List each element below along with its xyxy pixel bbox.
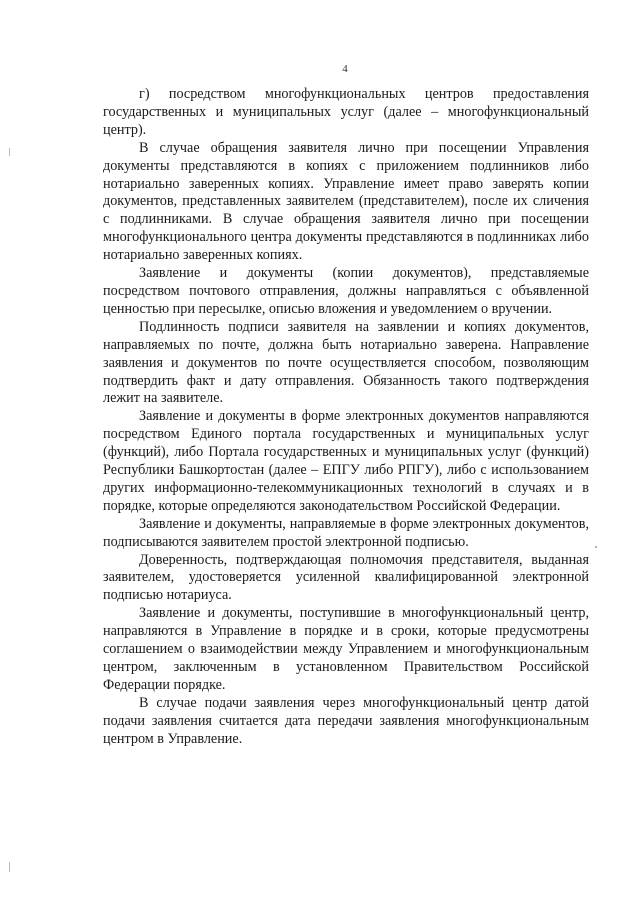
paragraph-item-g: г) посредством многофункциональных центров предоставления государственных и муниципальных услуг (далее – многофункциональный центр). [103, 86, 589, 138]
scan-artifact-mark [9, 148, 10, 156]
paragraph-power-of-attorney: Доверенность, подтверждающая полномочия представителя, выданная заявителем, удостоверяется усиленной квалифицированной электронной подписью нотариуса. [103, 551, 589, 604]
paragraph-submission-date: В случае подачи заявления через многофункциональный центр датой подачи заявления считается дата передачи заявления многофункциональным центром в Управление. [103, 694, 589, 747]
paragraph-electronic-submission: Заявление и документы в форме электронных документов направляются посредством Единого портала государственных и муниципальных услуг (функций), либо Портала государственных и муниципальных услуг (функций) Республики Башкортостан (далее – ЕПГУ либо РПГУ), либо с использованием других информационно-телекоммуникационных технологий в случаях и в порядке, которые определяются законодательством Российской Федерации. [103, 408, 589, 514]
scan-artifact-mark [9, 862, 10, 872]
paragraph-electronic-signature: Заявление и документы, направляемые в форме электронных документов, подписываются заявителем простой электронной подписью. [103, 515, 589, 550]
paragraph-personal-submission: В случае обращения заявителя лично при посещении Управления документы представляются в копиях с приложением подлинников либо нотариально заверенных копиях. Управление имеет право заверять копии документов, представленных заявителем (представителем), после их сличения с подлинниками. В случае обращения заявителя лично при посещении многофункционального центра документы представляются в подлинниках либо нотариально заверенных копиях. [103, 139, 589, 264]
paragraph-mfc-forwarding: Заявление и документы, поступившие в многофункциональный центр, направляются в Управление в порядке и в сроки, которые предусмотрены соглашением о взаимодействии между Управлением и многофункциональным центром, заключенным в установленном Правительством Российской Федерации порядке. [103, 605, 589, 693]
paragraph-signature-notarization: Подлинность подписи заявителя на заявлении и копиях документов, направляемых по почте, должна быть нотариально заверена. Направление заявления и документов по почте осуществляется способом, позволяющим подтвердить факт и дату отправления. Обязанность такого подтверждения лежит на заявителе. [103, 318, 589, 407]
document-body [103, 86, 589, 749]
page-number: 4 [342, 63, 348, 75]
paragraph-postal-submission: Заявление и документы (копии документов), представляемые посредством почтового отправления, должны направляться с объявленной ценностью при пересылке, описью вложения и уведомлением о вручении. [103, 265, 589, 317]
scan-artifact-dot [595, 546, 597, 548]
